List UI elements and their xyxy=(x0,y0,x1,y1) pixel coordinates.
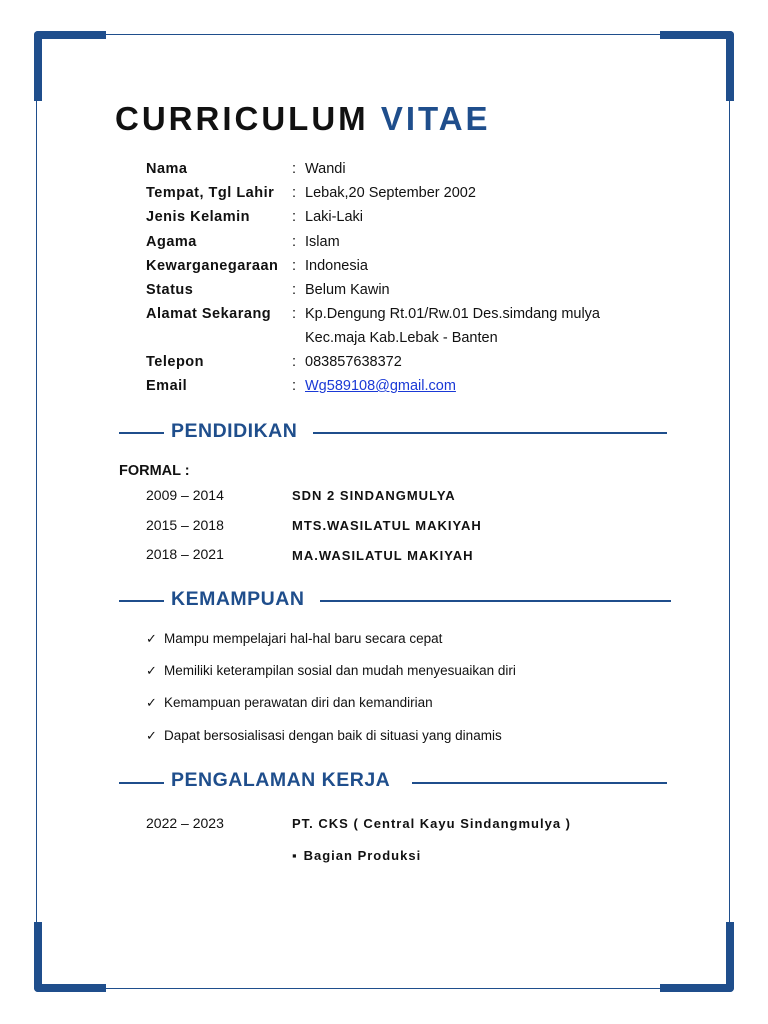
work-years: 2022 – 2023 xyxy=(146,815,224,831)
info-label: Kewarganegaraan xyxy=(146,258,279,274)
section-divider xyxy=(119,782,164,784)
education-years: 2018 – 2021 xyxy=(146,546,224,562)
check-icon: ✓ xyxy=(146,663,157,678)
skill-text: Dapat bersosialisasi dengan baik di situasi yang dinamis xyxy=(164,728,502,743)
check-icon: ✓ xyxy=(146,728,157,743)
section-divider xyxy=(412,782,667,784)
section-title-education: PENDIDIKAN xyxy=(171,420,298,442)
frame-corner-top-left xyxy=(34,31,42,101)
education-school: SDN 2 SINDANGMULYA xyxy=(292,488,456,503)
education-school: MA.WASILATUL MAKIYAH xyxy=(292,548,474,563)
skill-item xyxy=(146,631,442,647)
work-role-item xyxy=(292,848,421,863)
info-label: Status xyxy=(146,282,194,298)
section-divider xyxy=(119,432,164,434)
skill-text: Kemampuan perawatan diri dan kemandirian xyxy=(164,695,433,710)
skill-item xyxy=(146,728,502,744)
info-label: Nama xyxy=(146,161,188,177)
info-label: Tempat, Tgl Lahir xyxy=(146,185,275,201)
formal-label: FORMAL : xyxy=(119,463,190,479)
frame-corner-bottom-left xyxy=(34,922,42,992)
section-divider xyxy=(119,600,164,602)
info-value: Kp.Dengung Rt.01/Rw.01 Des.simdang mulya xyxy=(305,306,600,322)
education-years: 2015 – 2018 xyxy=(146,517,224,533)
info-colon: : xyxy=(292,354,297,370)
skill-text: Mampu mempelajari hal-hal baru secara cepat xyxy=(164,631,443,646)
info-label: Telepon xyxy=(146,354,205,370)
info-value: Wandi xyxy=(305,161,346,177)
info-value: 083857638372 xyxy=(305,354,402,370)
frame-corner-top-right xyxy=(726,31,734,101)
info-colon: : xyxy=(292,282,297,298)
info-colon: : xyxy=(292,185,297,201)
info-value: Belum Kawin xyxy=(305,282,390,298)
info-label: Email xyxy=(146,378,188,394)
skill-item xyxy=(146,663,516,679)
info-value: Lebak,20 September 2002 xyxy=(305,185,476,201)
title-accent: VITAE xyxy=(380,100,491,137)
bullet-icon: ▪ xyxy=(292,848,298,863)
check-icon: ✓ xyxy=(146,631,157,646)
info-value: Laki-Laki xyxy=(305,209,364,225)
frame-corner-bottom-right xyxy=(726,922,734,992)
title-main: CURRICULUM xyxy=(115,100,369,137)
page-frame xyxy=(36,34,730,989)
frame-corner-top-left xyxy=(34,31,106,39)
check-icon: ✓ xyxy=(146,695,157,710)
info-colon: : xyxy=(292,161,297,177)
skill-text: Memiliki keterampilan sosial dan mudah menyesuaikan diri xyxy=(164,663,516,678)
work-role: Bagian Produksi xyxy=(303,848,422,863)
section-divider xyxy=(313,432,667,434)
info-value: Indonesia xyxy=(305,258,368,274)
frame-corner-top-right xyxy=(660,31,734,39)
info-colon: : xyxy=(292,306,297,322)
email-link[interactable]: Wg589108@gmail.com xyxy=(305,378,456,394)
section-divider xyxy=(320,600,671,602)
frame-corner-bottom-left xyxy=(34,984,106,992)
info-colon: : xyxy=(292,209,297,225)
info-label: Alamat Sekarang xyxy=(146,306,272,322)
info-colon: : xyxy=(292,378,297,394)
section-title-skills: KEMAMPUAN xyxy=(171,588,305,610)
education-school: MTS.WASILATUL MAKIYAH xyxy=(292,518,482,533)
skill-item xyxy=(146,695,433,711)
info-label: Agama xyxy=(146,234,197,250)
education-years: 2009 – 2014 xyxy=(146,487,224,503)
frame-corner-bottom-right xyxy=(660,984,734,992)
info-label: Jenis Kelamin xyxy=(146,209,251,225)
info-colon: : xyxy=(292,234,297,250)
info-value-line2: Kec.maja Kab.Lebak - Banten xyxy=(305,330,498,346)
work-company: PT. CKS ( Central Kayu Sindangmulya ) xyxy=(292,816,571,831)
page-title xyxy=(115,100,491,138)
info-colon: : xyxy=(292,258,297,274)
info-value: Islam xyxy=(305,234,340,250)
section-title-work: PENGALAMAN KERJA xyxy=(171,769,391,791)
